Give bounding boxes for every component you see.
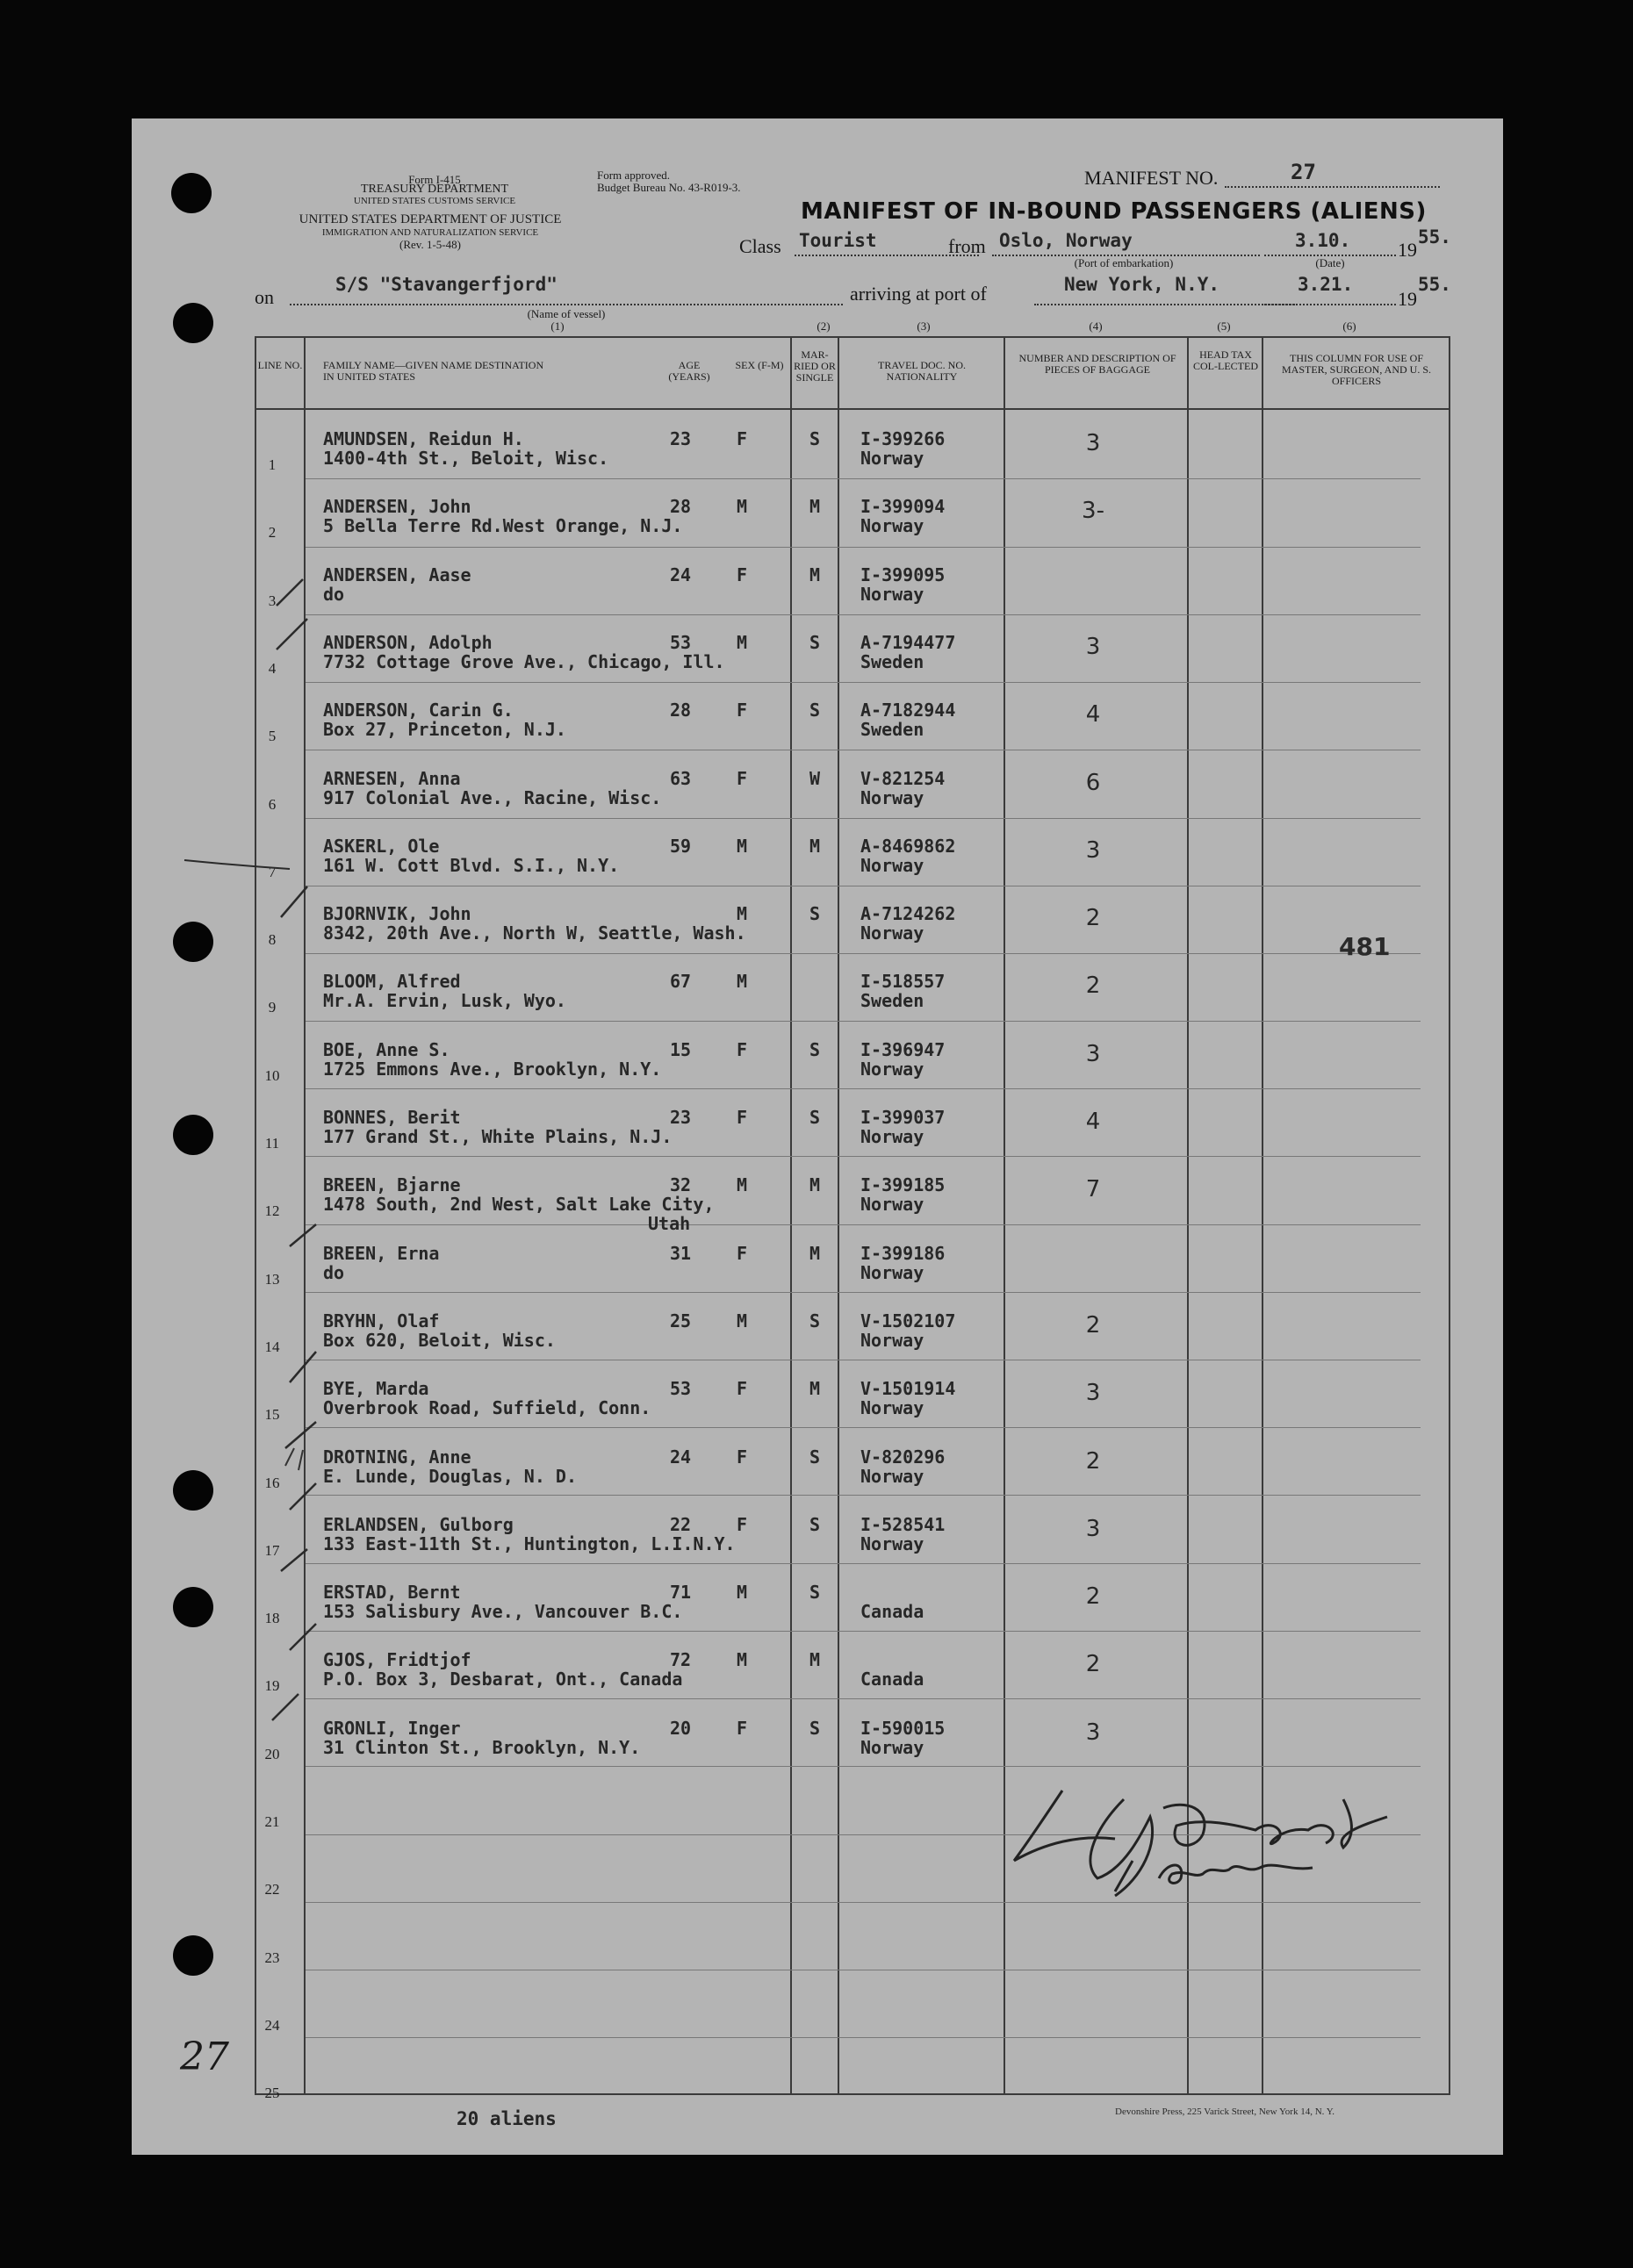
travel-doc-number: I-399094 xyxy=(860,496,946,518)
passenger-destination: Overbrook Road, Suffield, Conn. xyxy=(323,1397,651,1419)
nationality: Norway xyxy=(860,1532,924,1554)
line-number: 15 xyxy=(264,1406,280,1424)
passenger-name: BREEN, Erna xyxy=(323,1242,440,1264)
passenger-destination: 153 Salisbury Ave., Vancouver B.C. xyxy=(323,1601,683,1623)
passenger-age: 67 xyxy=(669,971,692,993)
baggage-count: 4 xyxy=(1085,1109,1101,1135)
baggage-count: 3 xyxy=(1085,1380,1101,1407)
line-number: 20 xyxy=(264,1745,280,1762)
line-number: 2 xyxy=(268,524,277,542)
passenger-sex: M xyxy=(736,971,748,993)
passenger-age: 23 xyxy=(669,428,692,449)
passenger-name: ERLANDSEN, Gulborg xyxy=(323,1513,514,1535)
total-aliens: 20 aliens xyxy=(457,2108,557,2129)
passenger-age: 71 xyxy=(669,1582,692,1604)
marital-status: S xyxy=(809,1107,821,1128)
nationality: Canada xyxy=(860,1601,924,1623)
baggage-count: 3 xyxy=(1085,430,1101,456)
nationality: Sweden xyxy=(860,719,924,741)
marital-status: M xyxy=(809,496,821,518)
passenger-sex: F xyxy=(736,1107,748,1128)
travel-doc-number: I-399266 xyxy=(860,428,946,449)
baggage-count: 6 xyxy=(1085,769,1101,796)
marital-status: S xyxy=(809,1038,821,1060)
passenger-sex: F xyxy=(736,428,748,449)
col-num: (3) xyxy=(917,319,931,333)
passenger-destination: 31 Clinton St., Brooklyn, N.Y. xyxy=(323,1736,641,1758)
travel-doc-number: I-399185 xyxy=(860,1174,946,1196)
form-approved: Form approved. xyxy=(597,169,671,182)
passenger-name: ERSTAD, Bernt xyxy=(323,1582,461,1604)
passenger-sex: M xyxy=(736,631,748,653)
marital-status: M xyxy=(809,563,821,585)
passenger-name: BRYHN, Olaf xyxy=(323,1310,440,1331)
side-number: 481 xyxy=(1339,932,1391,961)
passenger-age: 15 xyxy=(669,1038,692,1060)
passenger-name: BREEN, Bjarne xyxy=(323,1174,461,1196)
passenger-sex: M xyxy=(736,496,748,518)
on-label: on xyxy=(255,286,274,308)
ins-service: IMMIGRATION AND NATURALIZATION SERVICE xyxy=(321,227,539,238)
nationality: Norway xyxy=(860,1736,924,1758)
nationality: Sweden xyxy=(860,990,924,1012)
passenger-destination: Box 27, Princeton, N.J. xyxy=(323,719,566,741)
nationality: Norway xyxy=(860,583,924,605)
line-number: 23 xyxy=(264,1949,280,1966)
line-number: 4 xyxy=(268,659,277,677)
departure-year: 55. xyxy=(1418,226,1451,248)
passenger-sex: M xyxy=(736,903,748,925)
margin-number: 27 xyxy=(180,2035,229,2079)
passenger-name: BLOOM, Alfred xyxy=(323,971,461,993)
passenger-name: BJORNVIK, John xyxy=(323,903,471,925)
passenger-age: 23 xyxy=(669,1107,692,1128)
check-marks xyxy=(176,474,351,1791)
passenger-age: 20 xyxy=(669,1717,692,1739)
passenger-age: 22 xyxy=(669,1513,692,1535)
passenger-sex: F xyxy=(736,767,748,789)
passenger-destination: 5 Bella Terre Rd.West Orange, N.J. xyxy=(323,515,683,537)
passenger-name: ANDERSEN, Aase xyxy=(323,563,471,585)
baggage-count: 2 xyxy=(1085,905,1101,932)
passenger-age: 32 xyxy=(669,1174,692,1196)
passenger-name: BONNES, Berit xyxy=(323,1107,461,1128)
passenger-sex: F xyxy=(736,1446,748,1468)
travel-doc-number: A-7182944 xyxy=(860,700,956,721)
nationality: Norway xyxy=(860,1058,924,1080)
passenger-age: 53 xyxy=(669,631,692,653)
travel-doc-number: V-821254 xyxy=(860,767,946,789)
nationality: Norway xyxy=(860,922,924,944)
manifest-title: MANIFEST OF IN-BOUND PASSENGERS (ALIENS) xyxy=(801,198,1427,225)
marital-status: S xyxy=(809,700,821,721)
passenger-sex: F xyxy=(736,1378,748,1400)
line-number: 9 xyxy=(268,999,277,1016)
line-number: 13 xyxy=(264,1270,280,1288)
passenger-destination: do xyxy=(323,1261,345,1283)
nationality: Norway xyxy=(860,1465,924,1487)
arrival-date: 3.21. xyxy=(1298,274,1354,295)
marital-status: W xyxy=(809,767,821,789)
passenger-sex: M xyxy=(736,1174,748,1196)
year-prefix: 19 xyxy=(1398,239,1417,261)
nationality: Norway xyxy=(860,1397,924,1419)
line-number: 1 xyxy=(268,456,277,473)
line-number: 8 xyxy=(268,931,277,949)
arriving-label: arriving at port of xyxy=(850,283,987,305)
nationality: Norway xyxy=(860,1126,924,1147)
passenger-sex: M xyxy=(736,835,748,857)
passenger-destination: 7732 Cottage Grove Ave., Chicago, Ill. xyxy=(323,650,725,672)
year-prefix: 19 xyxy=(1398,288,1417,310)
passenger-destination: 1478 South, 2nd West, Salt Lake City, xyxy=(323,1194,715,1216)
passenger-destination: do xyxy=(323,583,345,605)
col-num: (2) xyxy=(816,319,831,333)
nationality: Norway xyxy=(860,854,924,876)
header-officers-use: THIS COLUMN FOR USE OF MASTER, SURGEON, AND U. S. OFFICERS xyxy=(1281,352,1432,387)
arrival-port: New York, N.Y. xyxy=(1064,274,1220,295)
vessel-name: S/S "Stavangerfjord" xyxy=(335,274,558,295)
arrival-year: 55. xyxy=(1418,274,1451,295)
line-number: 24 xyxy=(264,2016,280,2034)
baggage-count: 2 xyxy=(1085,1583,1101,1611)
nationality: Norway xyxy=(860,448,924,469)
header-married: MAR-RIED OR SINGLE xyxy=(794,348,836,384)
header-travel-doc: TRAVEL DOC. NO. NATIONALITY xyxy=(877,359,966,383)
header-baggage: NUMBER AND DESCRIPTION OF PIECES OF BAGGAGE xyxy=(1018,352,1176,376)
passenger-sex: F xyxy=(736,1038,748,1060)
baggage-count: 2 xyxy=(1085,1651,1101,1678)
passenger-age: 25 xyxy=(669,1310,692,1331)
header-sex: SEX (F-M) xyxy=(735,359,784,371)
header-line-no: LINE NO. xyxy=(257,359,303,371)
marital-status: M xyxy=(809,1378,821,1400)
passenger-age: 24 xyxy=(669,563,692,585)
nationality: Canada xyxy=(860,1669,924,1690)
passenger-destination: 161 W. Cott Blvd. S.I., N.Y. xyxy=(323,854,620,876)
passenger-name: GRONLI, Inger xyxy=(323,1717,461,1739)
col-num: (6) xyxy=(1342,319,1356,333)
passenger-age: 28 xyxy=(669,700,692,721)
line-number: 21 xyxy=(264,1813,280,1830)
nationality: Norway xyxy=(860,515,924,537)
baggage-count: 3 xyxy=(1085,1719,1101,1746)
passenger-sex: F xyxy=(736,700,748,721)
marital-status: M xyxy=(809,835,821,857)
nationality: Norway xyxy=(860,786,924,808)
passenger-destination: Mr.A. Ervin, Lusk, Wyo. xyxy=(323,990,566,1012)
manifest-no-value: 27 xyxy=(1291,160,1316,184)
baggage-count: 3 xyxy=(1085,633,1101,660)
travel-doc-number: V-1502107 xyxy=(860,1310,956,1331)
line-number: 19 xyxy=(264,1677,280,1695)
baggage-count: 3 xyxy=(1085,1040,1101,1067)
passenger-sex: M xyxy=(736,1582,748,1604)
baggage-count: 3 xyxy=(1085,836,1101,864)
from-value: Oslo, Norway xyxy=(999,230,1133,251)
passenger-name: AMUNDSEN, Reidun H. xyxy=(323,428,524,449)
nationality: Norway xyxy=(860,1261,924,1283)
baggage-count: 7 xyxy=(1085,1176,1101,1203)
nationality: Sweden xyxy=(860,650,924,672)
passenger-sex: F xyxy=(736,1242,748,1264)
passenger-sex: F xyxy=(736,1513,748,1535)
travel-doc-number: I-399037 xyxy=(860,1107,946,1128)
justice-department: UNITED STATES DEPARTMENT OF JUSTICE xyxy=(299,212,562,226)
marital-status: M xyxy=(809,1242,821,1264)
passenger-name: BOE, Anne S. xyxy=(323,1038,450,1060)
passenger-age: 59 xyxy=(669,835,692,857)
line-number: 25 xyxy=(264,2085,280,2102)
travel-doc-number: A-7124262 xyxy=(860,903,956,925)
customs-service: UNITED STATES CUSTOMS SERVICE xyxy=(353,196,516,206)
baggage-count: 3 xyxy=(1085,1515,1101,1542)
travel-doc-number: V-820296 xyxy=(860,1446,946,1468)
passenger-destination: 133 East-11th St., Huntington, L.I.N.Y. xyxy=(323,1532,736,1554)
revision-date: (Rev. 1-5-48) xyxy=(399,238,461,251)
baggage-count: 3- xyxy=(1082,498,1104,525)
passenger-name: ANDERSEN, John xyxy=(323,496,471,518)
marital-status: S xyxy=(809,1582,821,1604)
line-number: 3 xyxy=(268,592,277,609)
passenger-sex: F xyxy=(736,1717,748,1739)
passenger-destination: 177 Grand St., White Plains, N.J. xyxy=(323,1126,673,1147)
class-value: Tourist xyxy=(799,230,877,251)
header-name-destination: FAMILY NAME—GIVEN NAME DESTINATION IN UNITED STATES xyxy=(323,359,544,383)
passenger-destination-cont: Utah xyxy=(648,1213,691,1235)
marital-status: S xyxy=(809,1446,821,1468)
baggage-count: 2 xyxy=(1085,1311,1101,1339)
nationality: Norway xyxy=(860,1329,924,1351)
travel-doc-number: V-1501914 xyxy=(860,1378,956,1400)
travel-doc-number: I-518557 xyxy=(860,971,946,993)
passenger-destination: 917 Colonial Ave., Racine, Wisc. xyxy=(323,786,662,808)
passenger-sex: M xyxy=(736,1649,748,1671)
manifest-no-label: MANIFEST NO. xyxy=(1084,167,1219,189)
passenger-name: DROTNING, Anne xyxy=(323,1446,471,1468)
from-label: from xyxy=(948,235,986,257)
passenger-age: 24 xyxy=(669,1446,692,1468)
passenger-destination: 1400-4th St., Beloit, Wisc. xyxy=(323,448,609,469)
travel-doc-number: I-399095 xyxy=(860,563,946,585)
passenger-destination: 8342, 20th Ave., North W, Seattle, Wash. xyxy=(323,922,746,944)
travel-doc-number: A-7194477 xyxy=(860,631,956,653)
punch-hole xyxy=(171,173,212,213)
line-number: 14 xyxy=(264,1338,280,1355)
marital-status: M xyxy=(809,1174,821,1196)
passenger-name: GJOS, Fridtjof xyxy=(323,1649,471,1671)
line-number: 10 xyxy=(264,1066,280,1084)
passenger-destination: Box 620, Beloit, Wisc. xyxy=(323,1329,556,1351)
punch-hole xyxy=(173,303,213,343)
passenger-name: ASKERL, Ole xyxy=(323,835,440,857)
departure-date: 3.10. xyxy=(1295,230,1351,251)
passenger-name: BYE, Marda xyxy=(323,1378,429,1400)
col-num: (1) xyxy=(550,319,565,333)
col-num: (4) xyxy=(1089,319,1103,333)
line-number: 11 xyxy=(264,1135,280,1152)
travel-doc-number: I-399186 xyxy=(860,1242,946,1264)
line-number: 16 xyxy=(264,1474,280,1491)
marital-status: S xyxy=(809,1717,821,1739)
officer-signature xyxy=(1010,1764,1422,1905)
line-number: 18 xyxy=(264,1610,280,1627)
line-number: 12 xyxy=(264,1202,280,1220)
header-head-tax: HEAD TAX COL-LECTED xyxy=(1193,348,1258,372)
passenger-sex: M xyxy=(736,1310,748,1331)
marital-status: M xyxy=(809,1649,821,1671)
baggage-count: 2 xyxy=(1085,1447,1101,1475)
treasury-department: TREASURY DEPARTMENT xyxy=(360,183,509,196)
passenger-name: ANDERSON, Carin G. xyxy=(323,700,514,721)
marital-status: S xyxy=(809,631,821,653)
passenger-age: 63 xyxy=(669,767,692,789)
header-age: AGE (YEARS) xyxy=(668,359,710,383)
line-number: 22 xyxy=(264,1881,280,1898)
baggage-count: 4 xyxy=(1085,701,1101,728)
marital-status: S xyxy=(809,428,821,449)
travel-doc-number: I-528541 xyxy=(860,1513,946,1535)
date-caption: (Date) xyxy=(1315,256,1345,269)
line-number: 5 xyxy=(268,728,277,745)
passenger-name: ANDERSON, Adolph xyxy=(323,631,493,653)
passenger-destination: P.O. Box 3, Desbarat, Ont., Canada xyxy=(323,1669,683,1690)
nationality: Norway xyxy=(860,1194,924,1216)
line-number: 6 xyxy=(268,795,277,813)
travel-doc-number: A-8469862 xyxy=(860,835,956,857)
line-number: 17 xyxy=(264,1541,280,1559)
baggage-count: 2 xyxy=(1085,973,1101,1000)
col-num: (5) xyxy=(1217,319,1231,333)
travel-doc-number: I-590015 xyxy=(860,1717,946,1739)
vessel-caption: (Name of vessel) xyxy=(527,307,606,320)
class-label: Class xyxy=(739,235,781,257)
passenger-age: 31 xyxy=(669,1242,692,1264)
passenger-age: 53 xyxy=(669,1378,692,1400)
punch-hole xyxy=(173,1935,213,1976)
line-number: 7 xyxy=(268,863,277,880)
form-number: Form I-415 xyxy=(408,173,461,186)
passenger-destination: 1725 Emmons Ave., Brooklyn, N.Y. xyxy=(323,1058,662,1080)
port-embarkation-caption: (Port of embarkation) xyxy=(1074,256,1174,269)
passenger-age: 28 xyxy=(669,496,692,518)
marital-status: S xyxy=(809,903,821,925)
marital-status: S xyxy=(809,1513,821,1535)
budget-bureau: Budget Bureau No. 43-R019-3. xyxy=(597,181,741,194)
travel-doc-number: I-396947 xyxy=(860,1038,946,1060)
passenger-sex: F xyxy=(736,563,748,585)
printer-credit: Devonshire Press, 225 Varick Street, New York 14, N. Y. xyxy=(1115,2107,1335,2117)
passenger-destination: E. Lunde, Douglas, N. D. xyxy=(323,1465,577,1487)
marital-status: S xyxy=(809,1310,821,1331)
passenger-name: ARNESEN, Anna xyxy=(323,767,461,789)
passenger-age: 72 xyxy=(669,1649,692,1671)
